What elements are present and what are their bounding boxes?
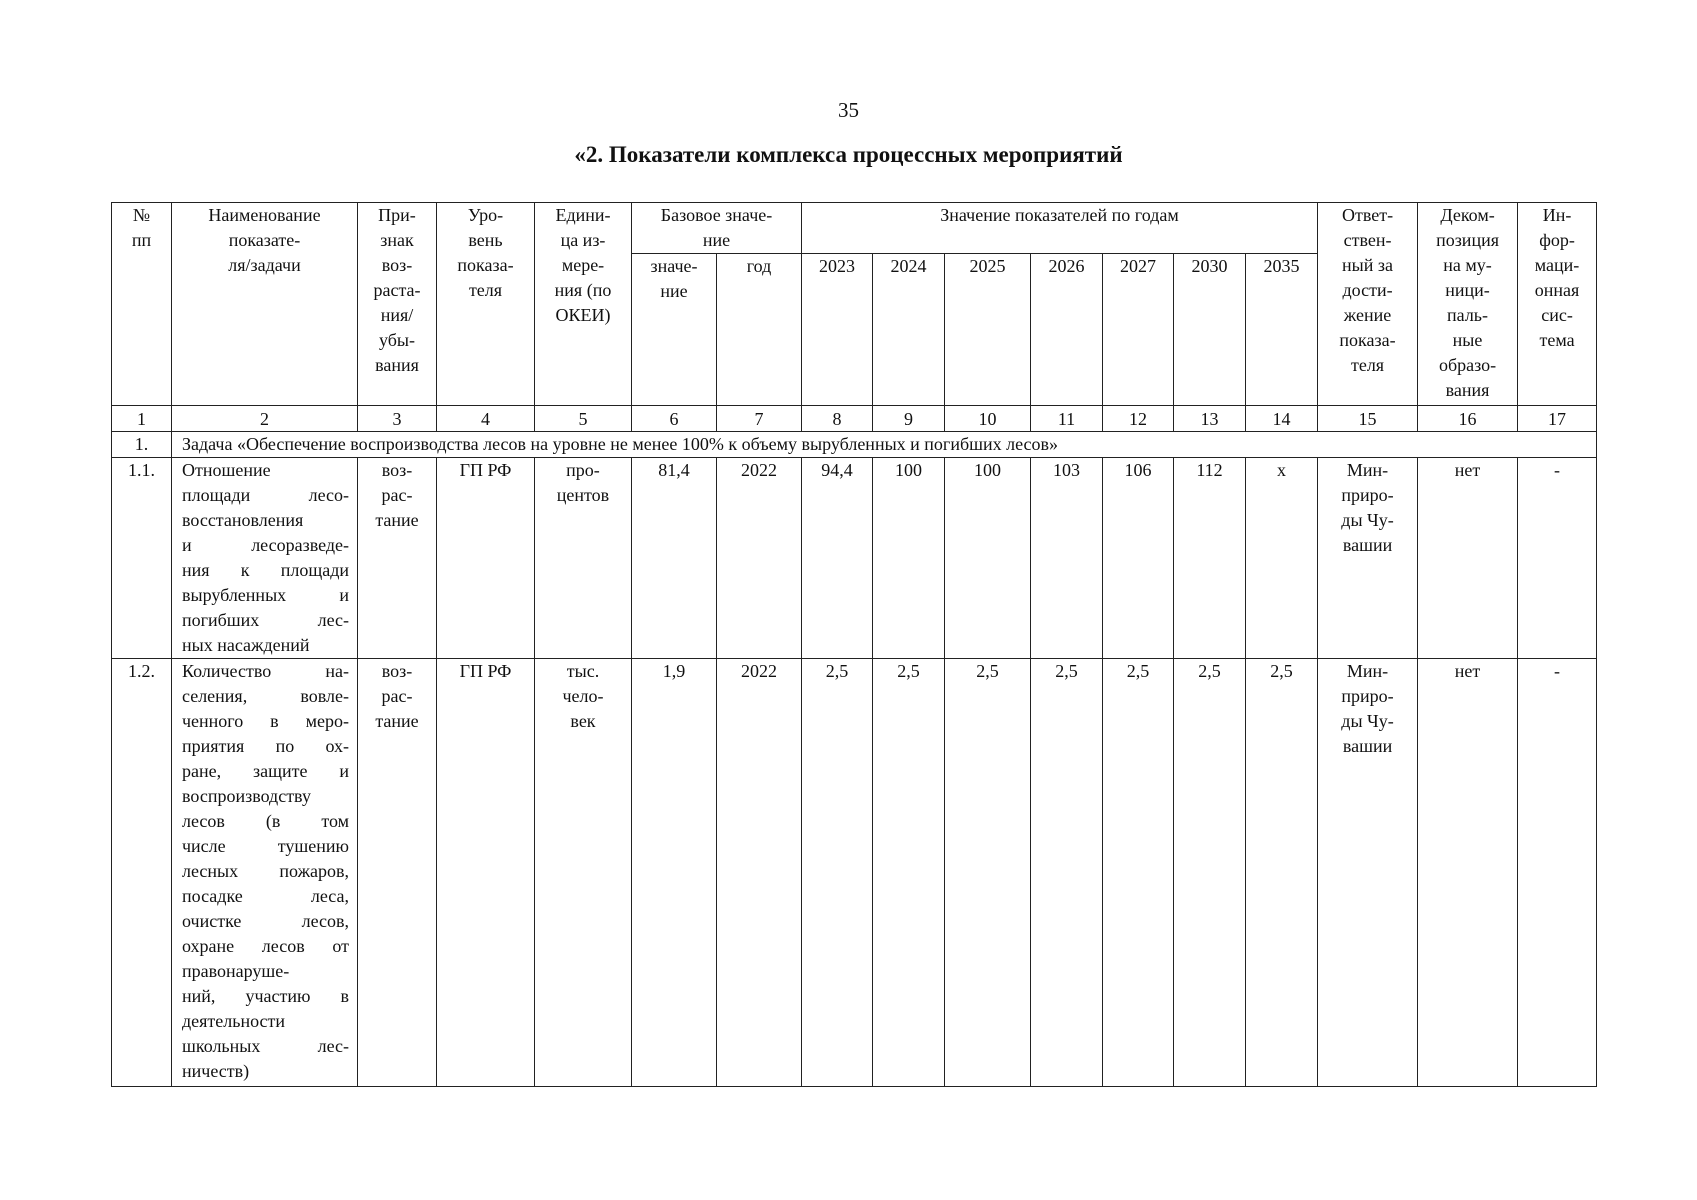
indicator-name	[172, 659, 358, 1087]
indicator-name-line: школьных лес-	[182, 1036, 349, 1056]
cell-line: показа-	[1339, 330, 1396, 350]
decomposition: нет	[1418, 659, 1518, 1087]
cell-line: ствен-	[1343, 230, 1392, 250]
value-2035: х	[1246, 458, 1318, 659]
cell-line: центов	[556, 485, 610, 505]
column-number: 1	[112, 406, 172, 432]
cell-line: показате-	[228, 230, 301, 250]
cell-line: значе-	[650, 256, 698, 276]
table-row	[112, 659, 1597, 1087]
value-2024: 2,5	[873, 659, 945, 1087]
column-number: 13	[1174, 406, 1246, 432]
cell-line: ници-	[1445, 280, 1490, 300]
indicator-name-line: лесных пожаров,	[182, 861, 349, 881]
task-text: Задача «Обеспечение воспроизводства лесов на уровне не менее 100% к объему вырубленных и погибших лесов»	[172, 432, 1597, 458]
cell-line: воз-	[381, 255, 413, 275]
column-number: 8	[802, 406, 873, 432]
trend	[358, 659, 437, 1087]
cell-line: тание	[375, 510, 419, 530]
responsible	[1318, 458, 1418, 659]
header-trend	[358, 203, 437, 406]
value-2026: 103	[1031, 458, 1103, 659]
cell-line: теля	[468, 280, 503, 300]
base-value: 81,4	[632, 458, 717, 659]
column-number: 3	[358, 406, 437, 432]
cell-line: №	[132, 205, 151, 225]
indicator-name-line: лесов (в том	[182, 811, 349, 831]
cell-line: дости-	[1342, 280, 1393, 300]
column-number: 5	[535, 406, 632, 432]
cell-line: ные	[1452, 330, 1483, 350]
responsible	[1318, 659, 1418, 1087]
column-numbers-row	[112, 406, 1597, 432]
page-number: 35	[838, 98, 859, 122]
cell-line: ды Чу-	[1341, 510, 1394, 530]
cell-line: знак	[380, 230, 414, 250]
cell-line: ния/	[380, 305, 414, 325]
indicator-name-line: воспроизводству	[182, 786, 311, 806]
value-2030: 2,5	[1174, 659, 1246, 1087]
column-number: 14	[1246, 406, 1318, 432]
column-number: 4	[437, 406, 535, 432]
column-number: 9	[873, 406, 945, 432]
value-2030: 112	[1174, 458, 1246, 659]
cell-line: Едини-	[555, 205, 611, 225]
cell-line: Мин-	[1346, 460, 1389, 480]
unit	[535, 659, 632, 1087]
indicator-name-line: вырубленных и	[182, 585, 349, 605]
header-year-2024: 2024	[873, 254, 945, 406]
cell-line: показа-	[457, 255, 514, 275]
cell-line: ния (по	[554, 280, 612, 300]
cell-line: вания	[375, 355, 419, 375]
cell-line: чело-	[562, 686, 604, 706]
cell-line: про-	[566, 460, 600, 480]
indicator-name-line: ных насаждений	[182, 635, 310, 655]
cell-line: рас-	[381, 686, 413, 706]
cell-line: на му-	[1443, 255, 1492, 275]
cell-line: вания	[1445, 380, 1490, 400]
header-unit	[535, 203, 632, 406]
cell-line: Мин-	[1346, 661, 1389, 681]
cell-line: Базовое значе-	[660, 205, 773, 225]
cell-line: воз-	[381, 460, 413, 480]
column-number: 10	[945, 406, 1031, 432]
cell-line: убы-	[378, 330, 415, 350]
value-2025: 2,5	[945, 659, 1031, 1087]
cell-line: приро-	[1341, 686, 1394, 706]
header-year-2027: 2027	[1103, 254, 1174, 406]
cell-line: Наименование	[208, 205, 321, 225]
header-responsible	[1318, 203, 1418, 406]
document-title: «2. Показатели комплекса процессных мероприятий	[574, 142, 1123, 167]
column-number: 7	[717, 406, 802, 432]
base-year: 2022	[717, 659, 802, 1087]
header-level	[437, 203, 535, 406]
header-decomposition	[1418, 203, 1518, 406]
cell-line: тема	[1539, 330, 1575, 350]
indicator-name-line: ния к площади	[182, 560, 349, 580]
header-info-system	[1518, 203, 1597, 406]
cell-line: Деком-	[1440, 205, 1495, 225]
indicator-name-line: числе тушению	[182, 836, 349, 856]
cell-line: ный за	[1342, 255, 1394, 275]
cell-line: вашии	[1342, 736, 1393, 756]
cell-line: вашии	[1342, 535, 1393, 555]
row-number: 1.2.	[112, 659, 172, 1087]
cell-line: ОКЕИ)	[555, 305, 611, 325]
cell-line: пп	[131, 230, 152, 250]
header-year-2025: 2025	[945, 254, 1031, 406]
header-indicator-name	[172, 203, 358, 406]
indicator-name-line: ний, участию в	[182, 986, 349, 1006]
value-2023: 2,5	[802, 659, 873, 1087]
cell-line: вень	[468, 230, 503, 250]
base-year: 2022	[717, 458, 802, 659]
cell-line: маци-	[1534, 255, 1580, 275]
info-system: -	[1518, 659, 1597, 1087]
column-number: 15	[1318, 406, 1418, 432]
cell-line: век	[570, 711, 596, 731]
column-number: 2	[172, 406, 358, 432]
indicator-name-line: охране лесов от	[182, 936, 349, 956]
cell-line: ние	[660, 281, 688, 301]
header-year-2035: 2035	[1246, 254, 1318, 406]
base-value: 1,9	[632, 659, 717, 1087]
indicator-name-line: Количество на-	[182, 661, 349, 681]
cell-line: воз-	[381, 661, 413, 681]
indicator-name-line: и лесоразведе-	[182, 535, 349, 555]
indicator-level: ГП РФ	[437, 659, 535, 1087]
column-number: 12	[1103, 406, 1174, 432]
cell-line: При-	[378, 205, 416, 225]
header-base-group	[632, 203, 802, 254]
column-number: 17	[1518, 406, 1597, 432]
header-year-2026: 2026	[1031, 254, 1103, 406]
value-2023: 94,4	[802, 458, 873, 659]
cell-line: мере-	[561, 255, 605, 275]
header-years-group: Значение показателей по годам	[802, 203, 1318, 254]
indicator-name-line: площади лесо-	[182, 485, 349, 505]
cell-line: Уро-	[467, 205, 504, 225]
cell-line: ца из-	[560, 230, 606, 250]
value-2027: 2,5	[1103, 659, 1174, 1087]
cell-line: тыс.	[566, 661, 600, 681]
indicator-name-line: ничеств)	[182, 1061, 250, 1081]
cell-line: жение	[1343, 305, 1392, 325]
value-2027: 106	[1103, 458, 1174, 659]
task-number: 1.	[112, 432, 172, 458]
cell-line: ние	[702, 230, 731, 250]
decomposition: нет	[1418, 458, 1518, 659]
cell-line: сис-	[1541, 305, 1573, 325]
cell-line: ля/задачи	[228, 255, 301, 275]
indicator-name-line: очистке лесов,	[182, 911, 349, 931]
cell-line: раста-	[373, 280, 421, 300]
indicator-name-line: погибших лес-	[182, 610, 349, 630]
indicator-name-line: посадке леса,	[182, 886, 349, 906]
indicators-table	[111, 202, 1597, 1087]
column-number: 11	[1031, 406, 1103, 432]
cell-line: рас-	[381, 485, 413, 505]
indicator-name-line: приятия по ох-	[182, 736, 349, 756]
value-2025: 100	[945, 458, 1031, 659]
indicator-name-line: ране, защите и	[182, 761, 349, 781]
trend	[358, 458, 437, 659]
indicator-name	[172, 458, 358, 659]
header-base-value	[632, 254, 717, 406]
row-number: 1.1.	[112, 458, 172, 659]
value-2024: 100	[873, 458, 945, 659]
indicator-name-line: деятельности	[182, 1011, 286, 1031]
header-year-2030: 2030	[1174, 254, 1246, 406]
value-2035: 2,5	[1246, 659, 1318, 1087]
task-row	[112, 432, 1597, 458]
info-system: -	[1518, 458, 1597, 659]
unit	[535, 458, 632, 659]
cell-line: тание	[375, 711, 419, 731]
cell-line: Ин-	[1542, 205, 1572, 225]
table-row	[112, 458, 1597, 659]
indicator-name-line: Отношение	[182, 460, 271, 480]
header-year-2023: 2023	[802, 254, 873, 406]
cell-line: фор-	[1539, 230, 1575, 250]
cell-line: приро-	[1341, 485, 1394, 505]
cell-line: Ответ-	[1341, 205, 1394, 225]
indicator-name-line: восстановления	[182, 510, 304, 530]
column-number: 16	[1418, 406, 1518, 432]
header-number	[112, 203, 172, 406]
cell-line: онная	[1534, 280, 1580, 300]
indicator-level: ГП РФ	[437, 458, 535, 659]
indicator-name-line: правонаруше-	[182, 961, 290, 981]
header-base-year: год	[717, 254, 802, 406]
cell-line: паль-	[1447, 305, 1489, 325]
header-row-1	[112, 203, 1597, 254]
cell-line: теля	[1350, 355, 1385, 375]
value-2026: 2,5	[1031, 659, 1103, 1087]
indicator-name-line: селения, вовле-	[182, 686, 349, 706]
cell-line: образо-	[1438, 355, 1497, 375]
cell-line: позиция	[1436, 230, 1499, 250]
column-number: 6	[632, 406, 717, 432]
indicator-name-line: ченного в меро-	[182, 711, 349, 731]
cell-line: ды Чу-	[1341, 711, 1394, 731]
